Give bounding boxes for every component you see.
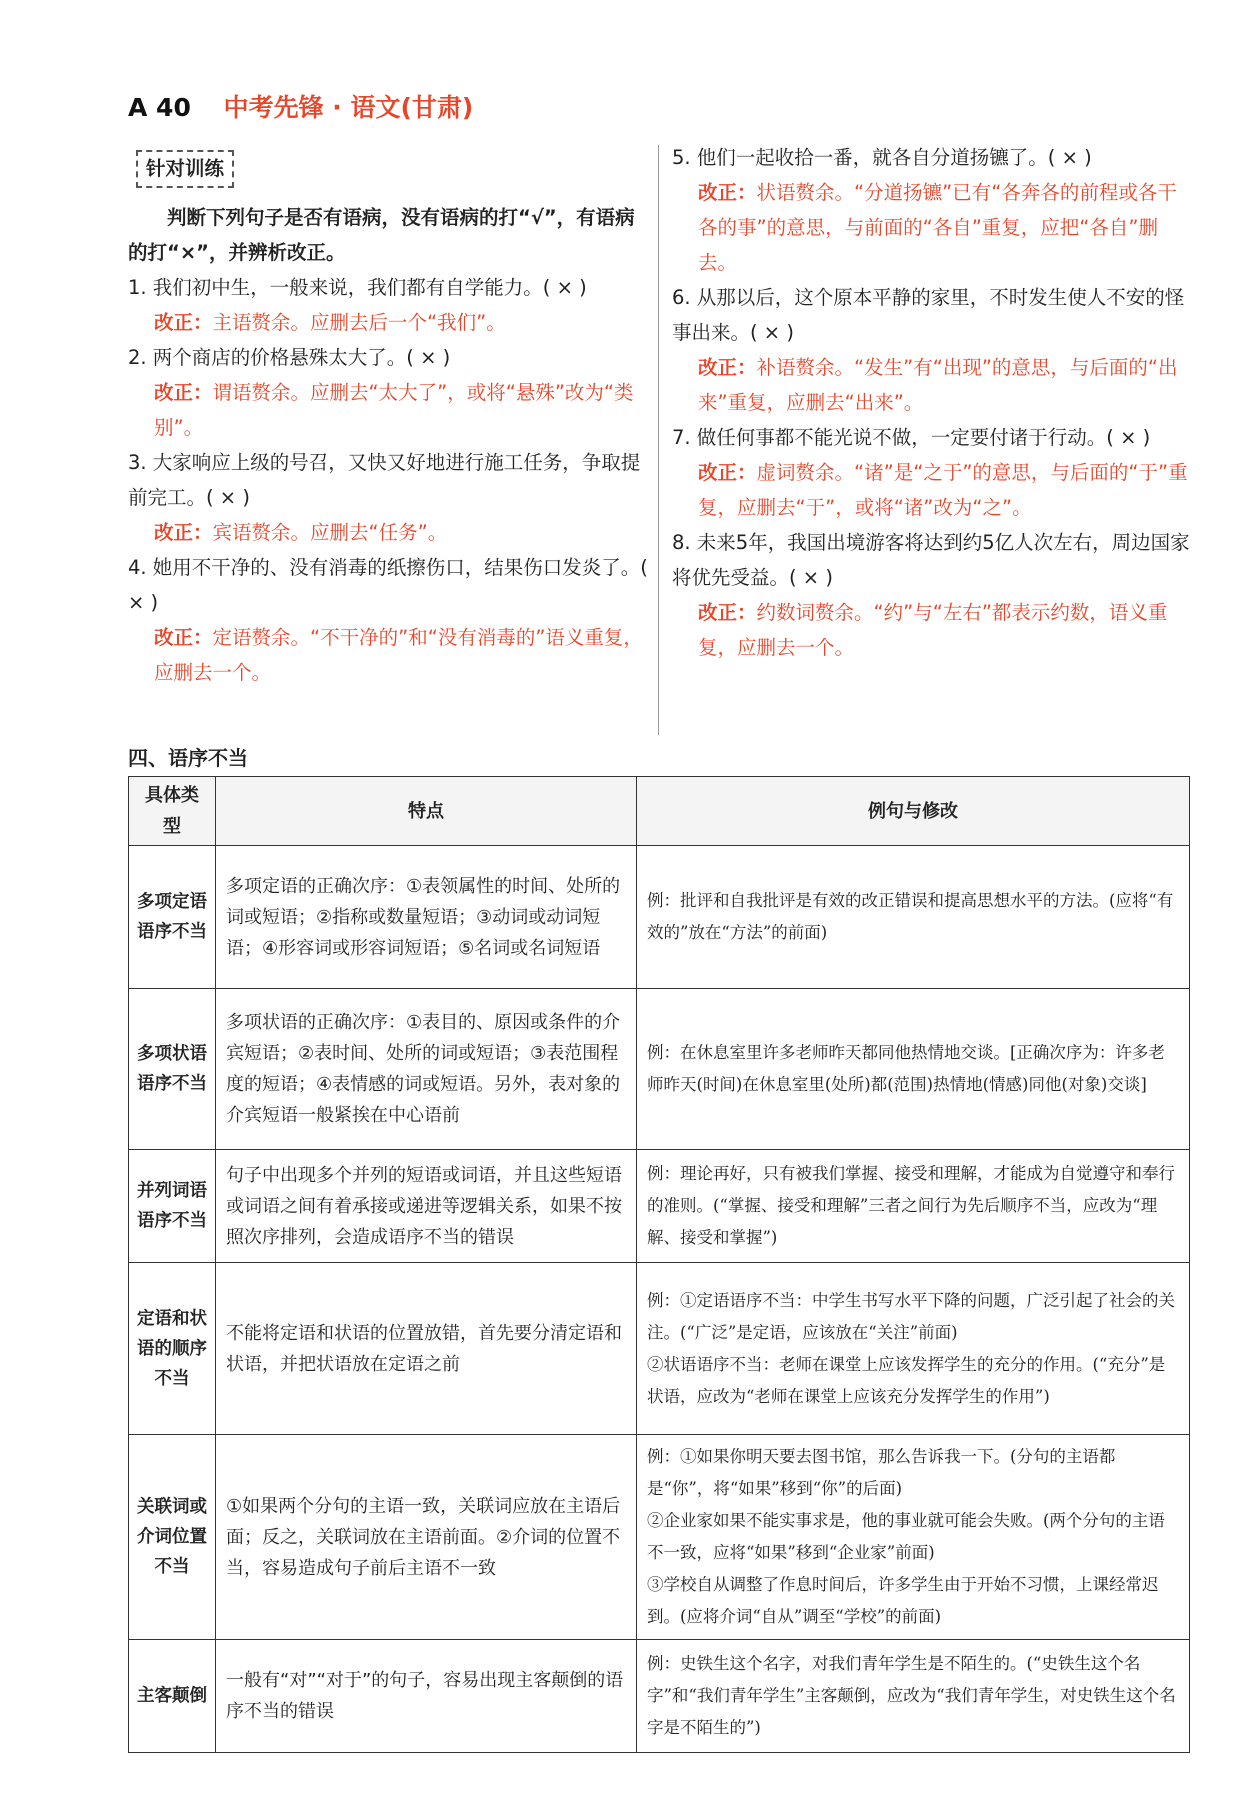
row-feature: 一般有“对”“对于”的句子，容易出现主客颠倒的语序不当的错误 bbox=[216, 1640, 637, 1753]
word-order-table bbox=[128, 776, 1190, 1753]
answer-5: 改正：状语赘余。“分道扬镳”已有“各奔各的前程或各干各的事”的意思，与前面的“各自”重复，应把“各自”删去。 bbox=[698, 181, 1177, 274]
row-type: 定语和状语的顺序不当 bbox=[129, 1263, 216, 1435]
row-feature: 不能将定语和状语的位置放错，首先要分清定语和状语，并把状语放在定语之前 bbox=[216, 1263, 637, 1435]
row-type: 主客颠倒 bbox=[129, 1640, 216, 1753]
table-header-row bbox=[129, 777, 1190, 846]
question-6: 6. 从那以后，这个原本平静的家里，不时发生使人不安的怪事出来。( × ) bbox=[672, 286, 1185, 344]
answer-8: 改正：约数词赘余。“约”与“左右”都表示约数，语义重复，应删去一个。 bbox=[698, 601, 1168, 659]
row-feature: 句子中出现多个并列的短语或词语，并且这些短语或词语之间有着承接或递进等逻辑关系，如果不按照次序排列，会造成语序不当的错误 bbox=[216, 1150, 637, 1263]
answer-3: 改正：宾语赘余。应删去“任务”。 bbox=[154, 521, 448, 544]
answer-2: 改正：谓语赘余。应删去“太大了”，或将“悬殊”改为“类别”。 bbox=[154, 381, 634, 439]
question-1: 1. 我们初中生，一般来说，我们都有自学能力。( × ) bbox=[128, 276, 587, 299]
question-5: 5. 他们一起收拾一番，就各自分道扬镳了。( × ) bbox=[672, 146, 1092, 169]
question-3: 3. 大家响应上级的号召，又快又好地进行施工任务，争取提前完工。( × ) bbox=[128, 451, 641, 509]
row-feature: ①如果两个分句的主语一致，关联词应放在主语后面；反之，关联词放在主语前面。②介词的位置不当，容易造成句子前后主语不一致 bbox=[216, 1435, 637, 1640]
training-title: 针对训练 bbox=[136, 150, 234, 188]
row-type: 多项定语语序不当 bbox=[129, 846, 216, 989]
column-divider bbox=[658, 145, 659, 735]
answer-4: 改正：定语赘余。“不干净的”和“没有消毒的”语义重复，应删去一个。 bbox=[154, 626, 643, 684]
row-example: 例：史铁生这个名字，对我们青年学生是不陌生的。(“史铁生这个名字”和“我们青年学生”主客颠倒，应改为“我们青年学生，对史铁生这个名字是不陌生的”) bbox=[637, 1640, 1190, 1753]
right-column bbox=[672, 140, 1192, 665]
left-column bbox=[128, 140, 648, 690]
question-2: 2. 两个商店的价格悬殊太大了。( × ) bbox=[128, 346, 451, 369]
row-example: 例：批评和自我批评是有效的改正错误和提高思想水平的方法。(应将“有效的”放在“方法”的前面) bbox=[637, 846, 1190, 989]
table-row bbox=[129, 1435, 1190, 1640]
row-type: 并列词语语序不当 bbox=[129, 1150, 216, 1263]
answer-7: 改正：虚词赘余。“诸”是“之于”的意思，与后面的“于”重复，应删去“于”，或将“诸”改为“之”。 bbox=[698, 461, 1188, 519]
row-type: 多项状语语序不当 bbox=[129, 989, 216, 1150]
table-row bbox=[129, 1640, 1190, 1753]
row-example: 例：①如果你明天要去图书馆，那么告诉我一下。(分句的主语都是“你”，将“如果”移到“你”的后面) ②企业家如果不能实事求是，他的事业就可能会失败。(两个分句的主语不一致，应将“如果”移到“企业家”前面) ③学校自从调整了作息时间后，许多学生由于开始不习惯，上课经常迟到。(应将介词“自从”调至“学校”的前面) bbox=[637, 1435, 1190, 1640]
section-title: 四、语序不当 bbox=[128, 746, 248, 770]
header-feature: 特点 bbox=[216, 777, 637, 846]
page-header bbox=[128, 88, 473, 124]
book-title: 中考先锋 · 语文(甘肃) bbox=[223, 93, 474, 122]
row-example: 例：①定语语序不当：中学生书写水平下降的问题，广泛引起了社会的关注。(“广泛”是定语，应该放在“关注”前面) ②状语语序不当：老师在课堂上应该发挥学生的充分的作用。(“充分”是状语，应改为“老师在课堂上应该充分发挥学生的作用”) bbox=[637, 1263, 1190, 1435]
row-example: 例：在休息室里许多老师昨天都同他热情地交谈。[正确次序为：许多老师昨天(时间)在休息室里(处所)都(范围)热情地(情感)同他(对象)交谈] bbox=[637, 989, 1190, 1150]
header-type: 具体类型 bbox=[129, 777, 216, 846]
answer-6: 改正：补语赘余。“发生”有“出现”的意思，与后面的“出来”重复，应删去“出来”。 bbox=[698, 356, 1178, 414]
table-row bbox=[129, 1150, 1190, 1263]
page-number: A 40 bbox=[128, 93, 191, 122]
row-example: 例：理论再好，只有被我们掌握、接受和理解，才能成为自觉遵守和奉行的准则。(“掌握、接受和理解”三者之间行为先后顺序不当，应改为“理解、接受和掌握”) bbox=[637, 1150, 1190, 1263]
row-feature: 多项状语的正确次序：①表目的、原因或条件的介宾短语；②表时间、处所的词或短语；③表范围程度的短语；④表情感的词或短语。另外，表对象的介宾短语一般紧挨在中心语前 bbox=[216, 989, 637, 1150]
row-feature: 多项定语的正确次序：①表领属性的时间、处所的词或短语；②指称或数量短语；③动词或动词短语；④形容词或形容词短语；⑤名词或名词短语 bbox=[216, 846, 637, 989]
question-8: 8. 未来5年，我国出境游客将达到约5亿人次左右，周边国家将优先受益。( × ) bbox=[672, 531, 1190, 589]
header-example: 例句与修改 bbox=[637, 777, 1190, 846]
row-type: 关联词或介词位置不当 bbox=[129, 1435, 216, 1640]
question-4: 4. 她用不干净的、没有消毒的纸擦伤口，结果伤口发炎了。( × ) bbox=[128, 556, 648, 614]
instruction: 判断下列句子是否有语病，没有语病的打“√”，有语病的打“×”，并辨析改正。 bbox=[128, 206, 635, 264]
question-7: 7. 做任何事都不能光说不做，一定要付诸于行动。( × ) bbox=[672, 426, 1151, 449]
answer-1: 改正：主语赘余。应删去后一个“我们”。 bbox=[154, 311, 506, 334]
table-row bbox=[129, 846, 1190, 989]
table-row bbox=[129, 989, 1190, 1150]
table-row bbox=[129, 1263, 1190, 1435]
